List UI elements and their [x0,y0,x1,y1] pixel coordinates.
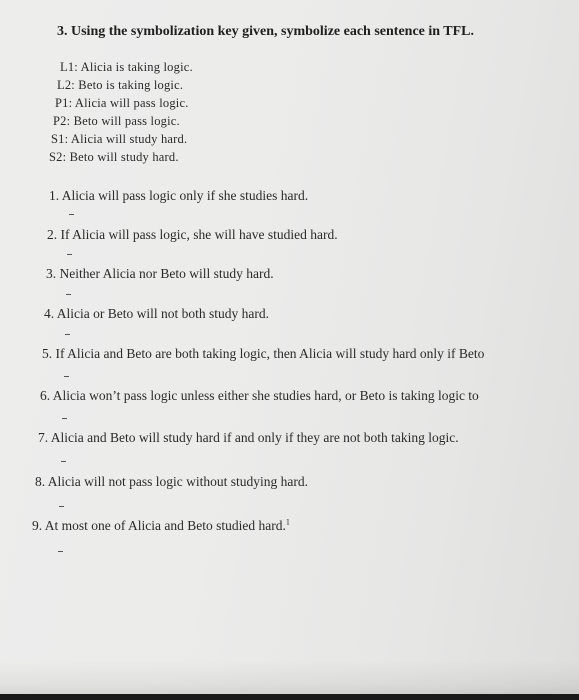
key-entry: S1: Alicia will study hard. [51,132,188,146]
question-6: 6. Alicia won’t pass logic unless either she studies hard, or Beto is taking logic to [40,388,479,403]
question-2: 2. If Alicia will pass logic, she will have studied hard. [47,227,338,242]
question-1: 1. Alicia will pass logic only if she studies hard. [49,188,309,203]
key-entry: P1: Alicia will pass logic. [55,96,189,110]
answer-blank-6 [62,418,67,419]
key-entry: L1: Alicia is taking logic. [60,60,193,74]
question-5: 5. If Alicia and Beto are both taking logic, then Alicia will study hard only if Beto [42,346,485,361]
answer-blank-3 [66,294,71,295]
answer-blank-8 [59,506,64,507]
answer-blank-4 [65,334,70,335]
footnote-mark: 1 [285,517,290,527]
exercise-heading: 3. Using the symbolization key given, symbolize each sentence in TFL. [57,24,475,39]
key-entry: L2: Beto is taking logic. [57,78,184,92]
answer-blank-5 [64,376,69,377]
question-8: 8. Alicia will not pass logic without studying hard. [35,474,308,489]
answer-blank-7 [61,461,66,462]
key-entry: S2: Beto will study hard. [49,150,179,164]
answer-blank-9 [58,551,63,552]
key-entry: P2: Beto will pass logic. [53,114,180,128]
question-9-text: 9. At most one of Alicia and Beto studied hard. [32,518,286,533]
question-9 [32,518,290,534]
question-3: 3. Neither Alicia nor Beto will study hard. [46,266,274,281]
photo-edge [0,694,579,700]
question-7: 7. Alicia and Beto will study hard if and only if they are not both taking logic. [38,430,459,445]
answer-blank-1 [69,214,74,215]
answer-blank-2 [67,254,72,255]
question-4: 4. Alicia or Beto will not both study hard. [44,306,269,321]
